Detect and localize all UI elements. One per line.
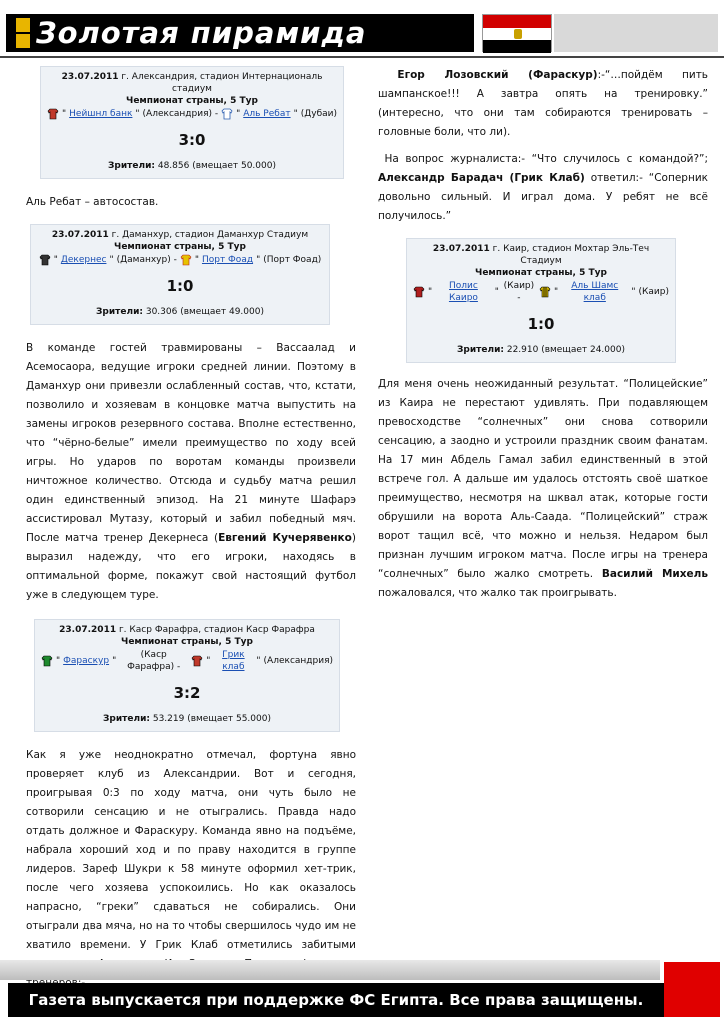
away-team-link[interactable]: Грик клаб [222,650,245,672]
away-shirt-icon [539,286,551,298]
match-card [34,619,340,732]
match-teams: " Фараскур " (Каср Фарафра) - " Грик клаб " (Александрия) [41,649,333,673]
match-competition: Чемпионат страны, 5 Тур [126,96,258,106]
away-team-link[interactable]: Порт Фоад [201,255,254,265]
header-divider [0,56,724,58]
away-team-link[interactable]: Аль Шамс клаб [571,281,619,303]
home-shirt-icon [47,108,59,120]
home-shirt-icon [41,655,53,667]
match-attendance: Зрители: 53.219 (вмещает 55.000) [103,714,271,724]
match-attendance: Зрители: 30.306 (вмещает 49.000) [96,307,264,317]
match-card [40,66,344,179]
home-shirt-icon [39,254,51,266]
match-score: 1:0 [166,277,194,295]
home-team-link[interactable]: Полис Каиро [448,281,478,303]
match-date-venue: 23.07.2011 г. Каир, стадион Мохтар Эль-Теч Стадиум [432,244,650,266]
match-score: 3:0 [178,131,206,149]
page-header [0,0,724,64]
article-paragraph: В команде гостей травмированы – Вассаалад и Асемосаора, ведущие игроки средней линии. Поэтому в Даманхур они привезли ослабленный состав, что, кстати, позволило и хозяевам в концовке матча выпустить на замены игроков резервного состава. Вполне естественно, что “чёрно-белые” имели преимущество по ходу всей игры. Но ударов по воротам команды произвели ничтожное количество. Отсюда и судьбу матча решил один единственный эпизод. На 21 минуте Шафарэ ассистировал Мутазу, который и забил победный мяч. После матча тренер Декернеса (Евгений Кучерявенко) выразил надежду, что его игроки, находясь в оптимальной форме, покажут свой настоящий футбол уже в следующем туре. [26,342,356,601]
home-shirt-icon [413,286,425,298]
article-paragraph: Аль Ребат – автосостав. [26,196,159,208]
match-card [30,224,330,325]
away-shirt-icon [221,108,233,120]
match-competition: Чемпионат страны, 5 Тур [114,242,246,252]
match-score: 1:0 [527,315,555,333]
match-teams: " Нейшнл банк " (Александрия) - " Аль Ребат " (Дубаи) [47,108,337,120]
match-date-venue: 23.07.2011 г. Каср Фарафра, стадион Каср Фарафра [59,625,315,635]
article-paragraph: Егор Лозовский (Фараскур):-“…пойдём пить шампанское!!! А завтра опять на тренировку.” (интересно, что они там собираются тренировать – головные боли, что ли). [378,69,708,138]
footer-copyright: Газета выпускается при поддержке ФС Египта. Все права защищены. [8,983,664,1017]
home-team-link[interactable]: Фараскур [63,656,110,666]
right-column [378,66,708,603]
logo-mark-bottom [16,34,30,48]
article-paragraph: На вопрос журналиста:- “Что случилось с командой?”; Александр Барадач (Грик Клаб) ответил:- “Соперник довольно сильный. И играл дома. У ребят не всё получилось.” [378,153,708,222]
away-shirt-icon [180,254,192,266]
match-teams: " Полис Каиро " (Каир) - " Аль Шамс клаб " (Каир) [413,280,669,304]
footer-gradient-bar [0,960,660,980]
match-teams: " Декернес " (Даманхур) - " Порт Фоад " (Порт Фоад) [37,254,323,266]
logo-mark-top [16,18,30,32]
left-column [26,66,356,993]
away-shirt-icon [191,655,203,667]
match-attendance: Зрители: 22.910 (вмещает 24.000) [457,345,625,355]
match-competition: Чемпионат страны, 5 Тур [121,637,253,647]
newspaper-logo [6,14,474,52]
away-team-link[interactable]: Аль Ребат [243,109,291,119]
home-team-link[interactable]: Нейшнл банк [69,109,133,119]
egypt-flag-icon [482,14,552,52]
match-date-venue: 23.07.2011 г. Даманхур, стадион Даманхур Стадиум [51,230,309,240]
match-attendance: Зрители: 48.856 (вмещает 50.000) [108,161,276,171]
home-team-link[interactable]: Декернес [60,255,107,265]
match-card [406,238,676,363]
article-paragraph: Для меня очень неожиданный результат. “Полицейские” из Каира не перестают удивлять. При подавляющем превосходстве “солнечных” они снова сотворили сенсацию, а заодно и устроили праздник своим фанатам. На 17 мин Абдель Гамал забил единственный в этой встрече гол. А дальше им удалось отстоять своё шаткое преимущество, несмотря на шквал атак, которые гости обрушили на ворота Аль-Саада. “Полицейский” страж ворот тащил всё, что можно и нельзя. Недаром был признан лучшим игроком матча. После игры на тренера “солнечных” было жалко смотреть. Василий Михель пожаловался, что жалко так проигрывать. [378,378,709,599]
article-paragraph: Как я уже неоднократно отмечал, фортуна явно проверяет клуб из Александрии. Вот и сегодня, проигрывая 0:3 по ходу матча, они чуть было не сотворили сенсацию и не отыгрались. Правда надо отдать должное и Фараскуру. Команда явно на подъёме, набрала хороший ход и по праву находится в группе лидеров. Зареф Шукри к 58 минуте оформил хет-трик, после чего хозяева успокоились. Но как оказалось напрасно, “греки” сдаваться не собирались. Они отыграли два мяча, но на то чтобы свершилось чудо им не хватило времени. У Грик Клаб отметились забитыми [26,749,356,951]
match-date-venue: 23.07.2011 г. Александрия, стадион Интернациональ стадиум [61,72,323,94]
match-score: 3:2 [173,684,201,702]
footer-red-block [664,962,720,1017]
logo-title: Золотая пирамида [36,16,367,50]
match-competition: Чемпионат страны, 5 Тур [475,268,607,278]
header-panel [554,14,718,52]
